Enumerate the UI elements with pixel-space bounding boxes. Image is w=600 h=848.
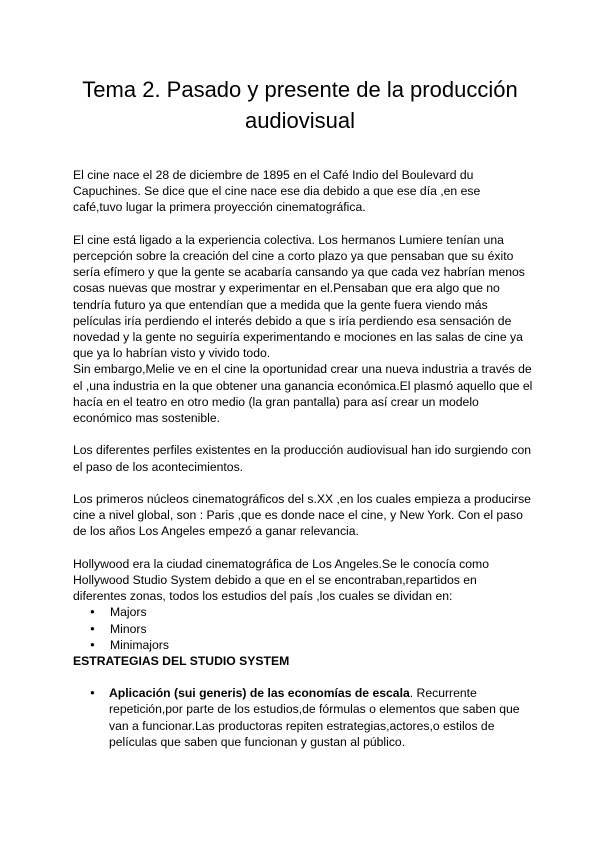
paragraph-nuclei: Los primeros núcleos cinematográficos del s.XX ,en los cuales empieza a producirse cine a nivel global, son : Paris ,que es donde nace el cine, y New York. Con el paso de los años Los Angeles empezó a ganar relevancia. [73, 492, 531, 539]
studio-types-list [73, 604, 533, 653]
section-heading: ESTRATEGIAS DEL STUDIO SYSTEM [73, 654, 290, 669]
page-title: Tema 2. Pasado y presente de la producción audiovisual [82, 77, 518, 133]
strategies-list [73, 685, 533, 750]
strategy-item [109, 685, 533, 750]
list-item: ● Minimajors [110, 637, 533, 653]
document-body [73, 167, 533, 750]
strategy-title: Aplicación (sui generis) de las economías de escala [109, 686, 410, 701]
strategy-text: . Recurrente repetición,por parte de los estudios,de fórmulas o elementos que saben que van a funcionar.Las productoras repiten estrategias,actores,o estilos de películas que saben que funcionan y gustan al público. [109, 686, 520, 749]
list-item: ● Minors [110, 621, 533, 637]
paragraph-profiles: Los diferentes perfiles existentes en la producción audiovisual han ido surgiendo con el paso de los acontecimientos. [73, 443, 532, 474]
paragraph-hollywood: Hollywood era la ciudad cinematográfica de Los Angeles.Se le conocía como Hollywood Studio System debido a que en el se encontraban,repartidos en diferentes zonas, todos los estudios del país ,los cuales se dividan en: [73, 556, 489, 604]
list-item: ● Majors [110, 604, 533, 620]
paragraph-origin: El cine nace el 28 de diciembre de 1895 en el Café Indio del Boulevard du Capuchines. Se dice que el cine nace ese dia debido a que ese día ,en ese café,tuvo lugar la primera proyección cinematográfica. [73, 168, 481, 215]
paragraph-melies: Sin embargo,Melie ve en el cine la oportunidad crear una nueva industria a través de el ,una industria en la que obtener una ganancia económica.El plasmó aquello que el hacía en el teatro en otro medio (la gran pantalla) para así crear un modelo económico mas sostenible. [73, 362, 533, 426]
paragraph-lumiere: El cine está ligado a la experiencia colectiva. Los hermanos Lumiere tenían una percepción sobre la creación del cine a corto plazo ya que pensaban que su éxito sería efímero y que la gente se acabaría cansando ya que cada vez habrían menos cosas nuevas que mostrar y experimentar en el.Pensaban que era algo que no tendría futuro ya que entendían que a medida que la gente fuera viendo más películas iría perdiendo el interés debido a que s iría perdiendo esa sensación de novedad y la gente no seguiría experimentando e mociones en las salas de cine ya que ya lo habrían visto y vivido todo. [73, 232, 525, 361]
